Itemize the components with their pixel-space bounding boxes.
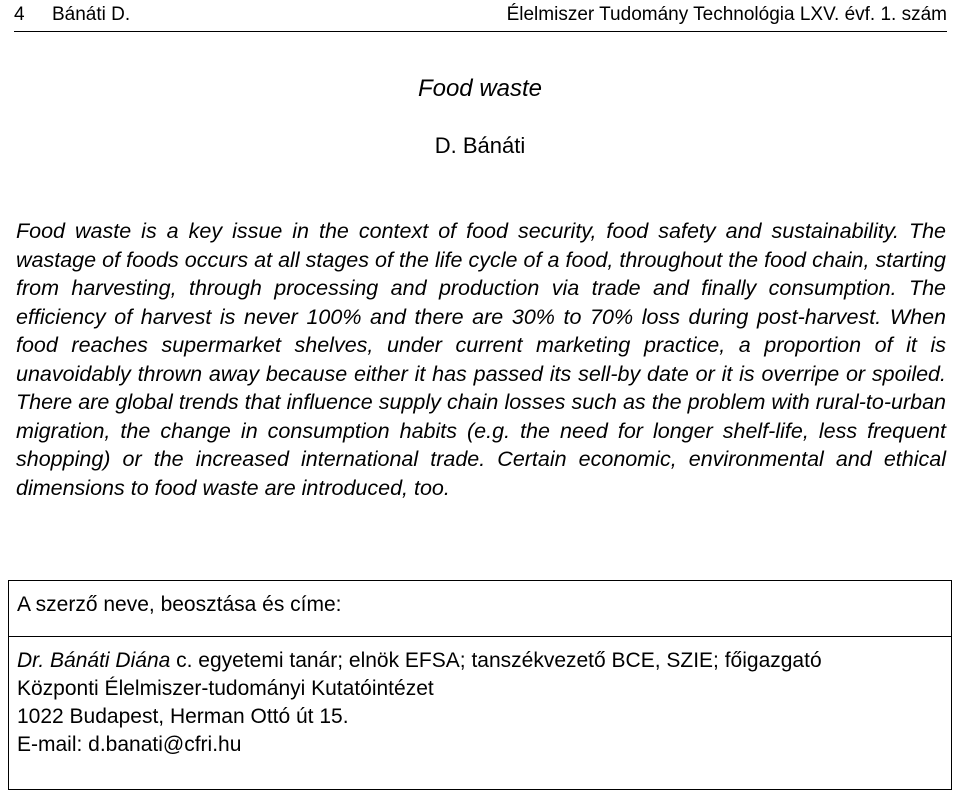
postal-address: 1022 Budapest, Herman Ottó út 15. xyxy=(17,705,349,728)
affiliation-heading: A szerző neve, beosztása és címe: xyxy=(17,593,342,616)
institute-name: Központi Élelmiszer-tudományi Kutatóintézet xyxy=(17,677,434,700)
author-full-name: Dr. Bánáti Diána xyxy=(17,649,171,672)
author-position: c. egyetemi tanár; elnök EFSA; tanszékvezető BCE, SZIE; főigazgató xyxy=(176,649,822,672)
running-header xyxy=(14,2,947,32)
article-author: D. Bánáti xyxy=(434,133,526,158)
affiliation-divider xyxy=(9,636,951,637)
email-address: E-mail: d.banati@cfri.hu xyxy=(17,733,242,756)
page-number: 4 xyxy=(14,4,25,25)
author-affiliation-box xyxy=(8,580,952,790)
affiliation-details xyxy=(17,647,944,759)
abstract-paragraph: Food waste is a key issue in the context of food security, food safety and sustainability. The wastage of foods occurs at all stages of the life cycle of a food, throughout the food chain, starting from harvesting, through processing and production via trade and finally consumption. The efficiency of harvest is never 100% and there are 30% to 70% loss during post-harvest. When food reaches supermarket shelves, under current marketing practice, a proportion of it is unavoidably thrown away because either it has passed its sell-by date or it is overripe or spoiled. There are global trends that influence supply chain losses such as the problem with rural-to-urban migration, the change in consumption habits (e.g. the need for longer shelf-life, less frequent shopping) or the increased international trade. Certain economic, environmental and ethical dimensions to food waste are introduced, too. xyxy=(16,219,946,500)
author-name-position-line xyxy=(17,647,944,675)
journal-title: Élelmiszer Tudomány Technológia LXV. évf. 1. szám xyxy=(506,4,947,25)
article-title: Food waste xyxy=(417,75,543,102)
header-author: Bánáti D. xyxy=(52,4,131,25)
